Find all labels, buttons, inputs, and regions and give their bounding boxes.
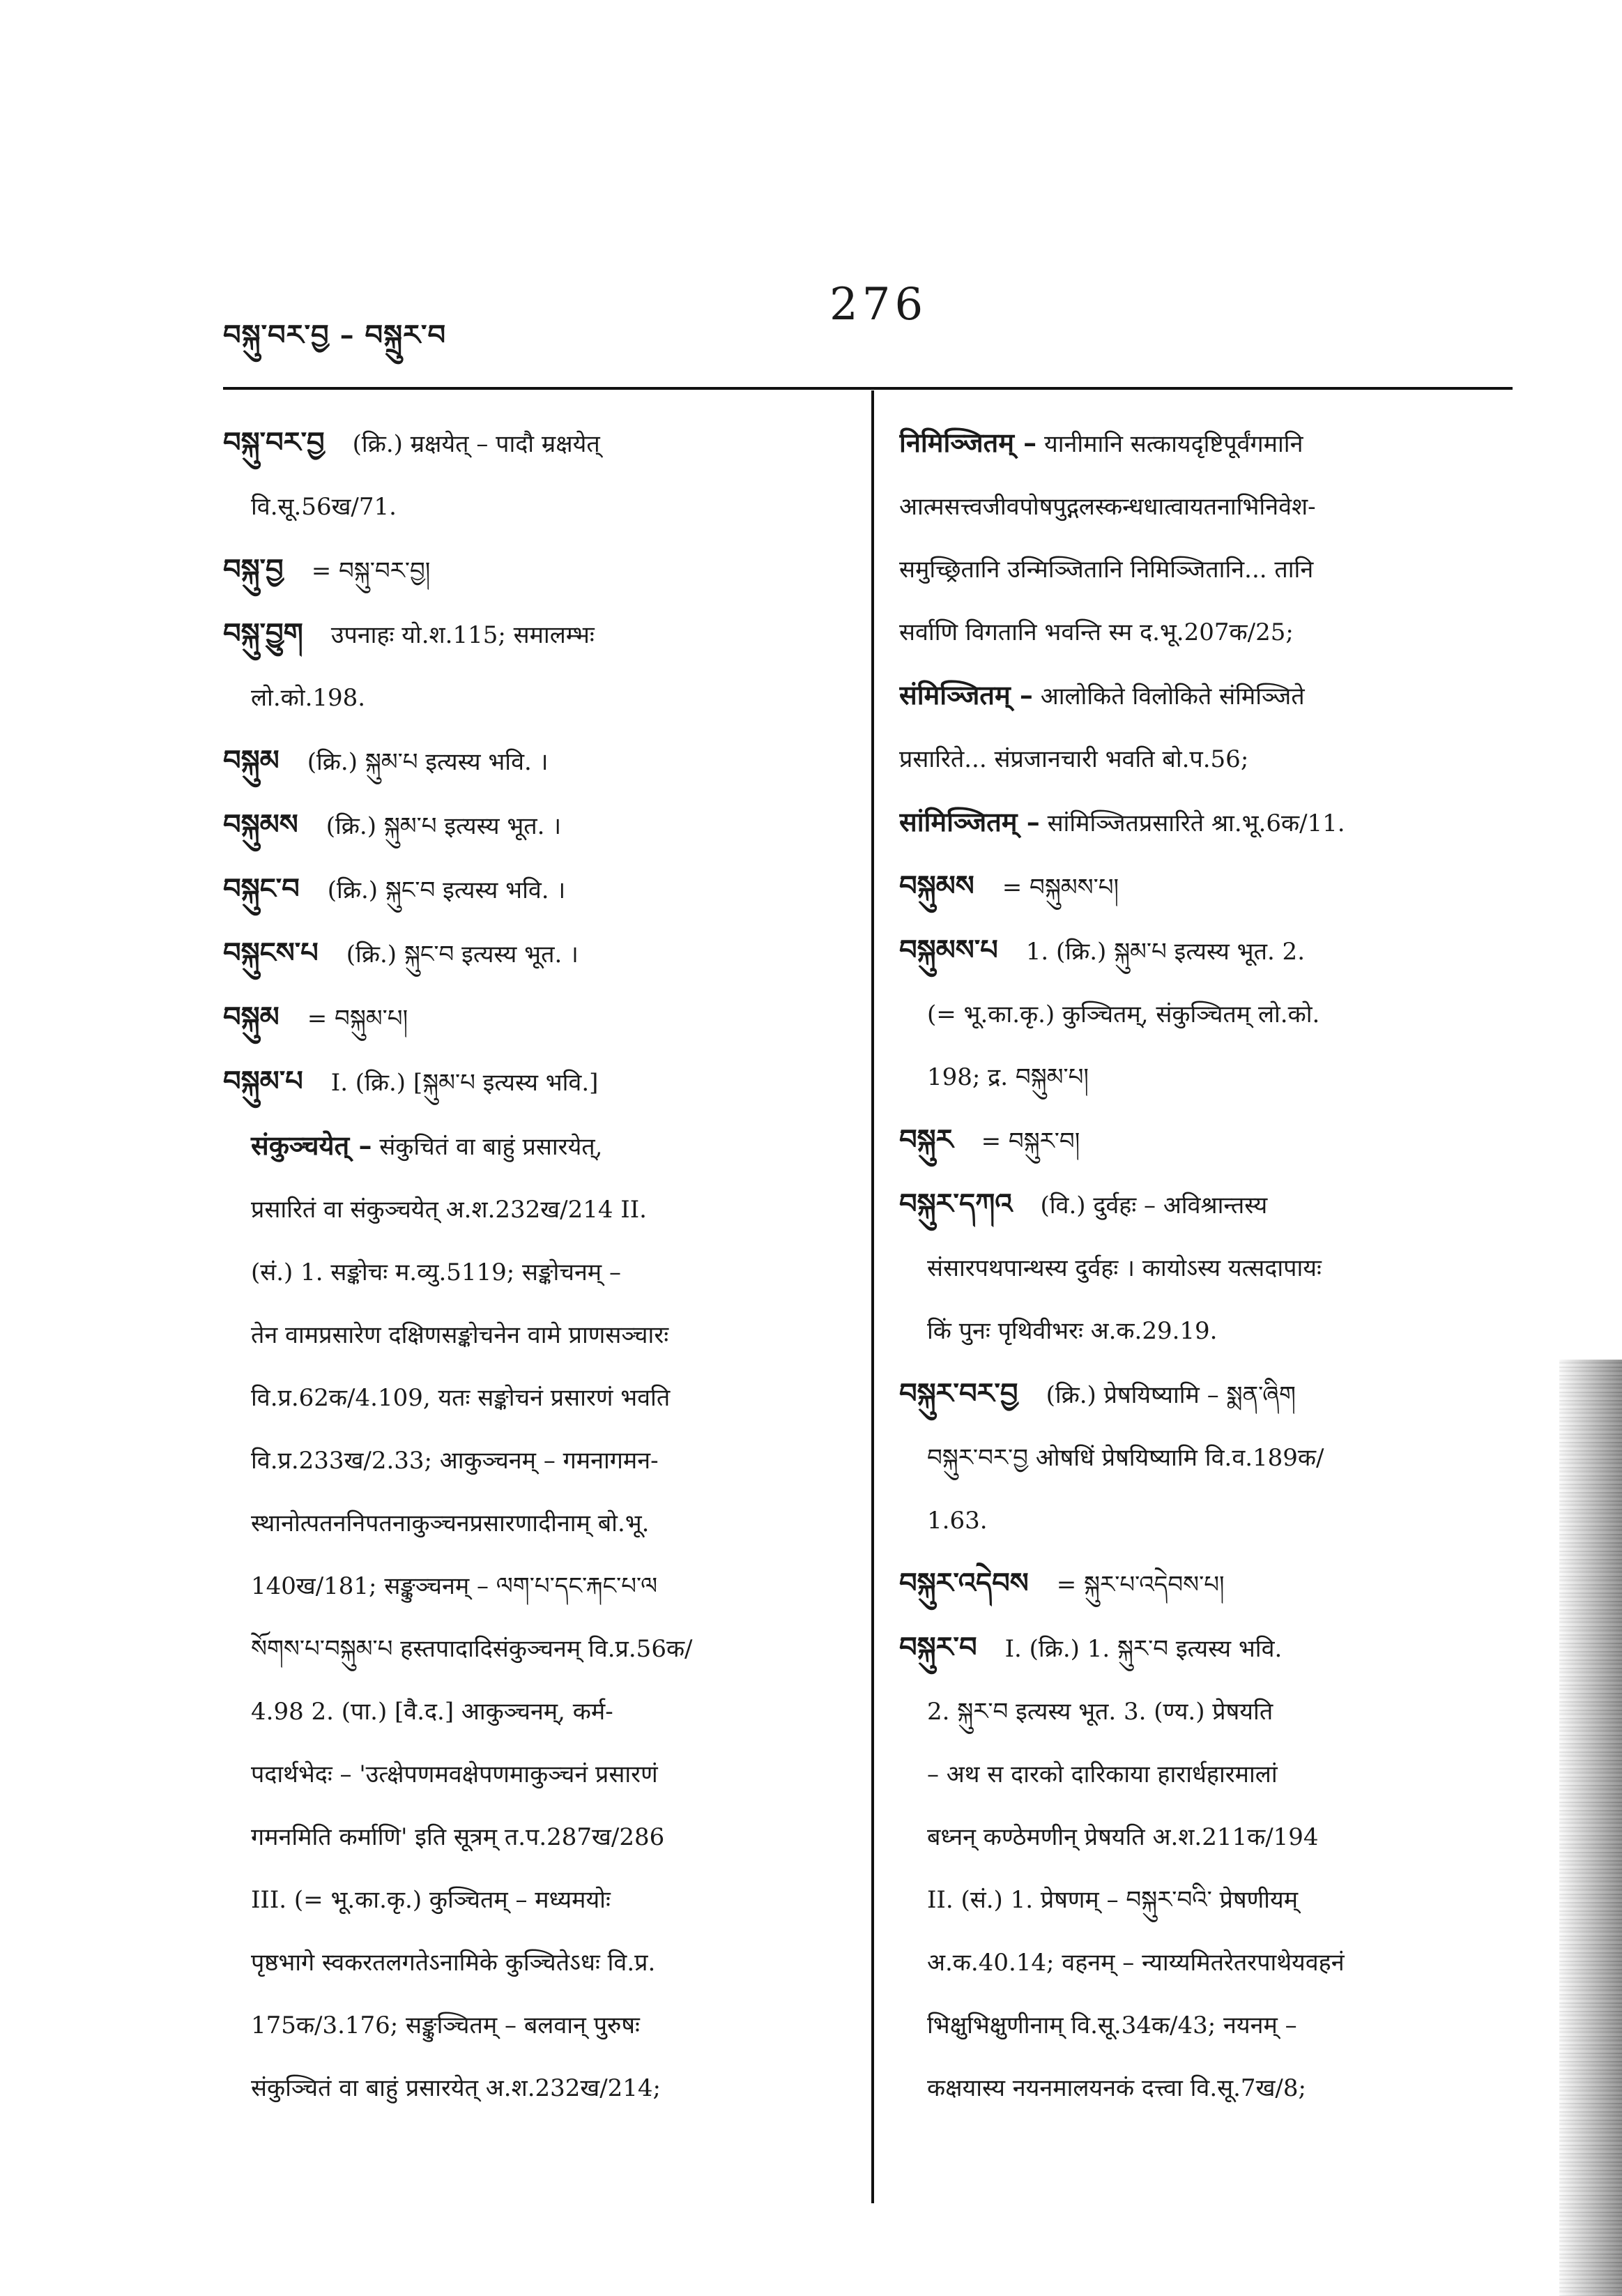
entry-line bbox=[899, 1046, 1513, 1109]
entry-line bbox=[223, 1367, 836, 1429]
headword: བསྐུམས bbox=[899, 869, 974, 902]
entry-line bbox=[223, 729, 836, 793]
sanskrit-equivalent: संकुञ्चयेत् – bbox=[251, 1130, 372, 1161]
running-head: བསྐུ་བར་བྱ – བསྐྲུར་བ bbox=[223, 319, 447, 351]
entry-text: (क्रि.) སྐུང་བ इत्यस्य भवि. । bbox=[327, 876, 566, 904]
entry-text: संकुञ्चितं वा बाहुं प्रसारयेत् अ.श.232ख/214; bbox=[251, 2074, 661, 2102]
entry-line bbox=[899, 1552, 1513, 1616]
entry-text: भिक्षुभिक्षुणीनाम् वि.सू.34क/43; नयनम् – bbox=[927, 2012, 1297, 2039]
entry-text: བསྐུར་བར་བྱ ओषधिं प्रेषयिष्यामि वि.व.189क/ bbox=[927, 1444, 1324, 1472]
entry-text: 1.63. bbox=[927, 1507, 988, 1535]
entry-text: (क्रि.) སྐུམ་པ इत्यस्य भवि. । bbox=[307, 748, 549, 776]
entry-line bbox=[223, 858, 836, 922]
entry-line bbox=[899, 1489, 1513, 1552]
entry-text: अ.क.40.14; वहनम् – न्याय्यमितरेतरपाथेयवहनं bbox=[927, 1949, 1345, 1977]
entry-text: = བསྐུམས་པ། bbox=[1002, 874, 1119, 902]
entry-text: 175क/3.176; सङ्कुञ्चितम् – बलवान् पुरुषः bbox=[251, 2012, 640, 2039]
header-rule bbox=[223, 387, 1513, 390]
entry-line bbox=[899, 1109, 1513, 1173]
headword: བསྐུར་དཀའ bbox=[899, 1187, 1013, 1220]
headword: བསྐུམ་པ bbox=[223, 1065, 303, 1097]
entry-text: आलोकिते विलोकिते संमिञ्जिते bbox=[1040, 683, 1305, 710]
headword: བསྐུམ bbox=[223, 1001, 280, 1033]
entry-line bbox=[899, 855, 1513, 919]
entry-text: समुच्छ्रितानि उन्मिञ्जितानि निमिञ्जितानि... तानि bbox=[899, 556, 1314, 584]
entry-text: I. (क्रि.) [སྐུམ་པ इत्यस्य भवि.] bbox=[330, 1069, 599, 1097]
headword: བསྐུམས་པ bbox=[899, 934, 998, 966]
headword: བསྐུངས་པ bbox=[223, 936, 319, 969]
entry-line bbox=[223, 602, 836, 667]
headword: བསྐུ་བར་བྱ bbox=[223, 426, 325, 459]
column-divider bbox=[871, 390, 874, 2203]
entry-text: गमनमिति कर्माणि' इति सूत्रम् त.प.287ख/286 bbox=[251, 1823, 665, 1851]
entry-text: སོགས་པ་བསྐུམ་པ हस्तपादादिसंकुञ्चनम् वि.प्र.56क/ bbox=[251, 1635, 693, 1663]
entry-text: संकुचितं वा बाहुं प्रसारयेत्, bbox=[379, 1133, 603, 1161]
sanskrit-equivalent: सांमिञ्जितम् – bbox=[899, 806, 1040, 837]
entry-line bbox=[223, 1806, 836, 1869]
entry-line bbox=[223, 1931, 836, 1994]
entry-line bbox=[223, 986, 836, 1050]
entry-line bbox=[223, 1555, 836, 1618]
entry-line bbox=[223, 1492, 836, 1555]
headword: བསྐུ་བྱུག bbox=[223, 617, 303, 650]
entry-text: लो.को.198. bbox=[251, 684, 366, 712]
entry-line bbox=[223, 922, 836, 986]
entry-text: = བསྐུ་བར་བྱ། bbox=[311, 557, 431, 585]
entry-text: प्रसारितं वा संकुञ्चयेत् अ.श.232ख/214 II. bbox=[251, 1196, 647, 1224]
entry-line bbox=[223, 793, 836, 858]
entry-line bbox=[223, 1114, 836, 1178]
page-header bbox=[223, 265, 1513, 363]
entry-text: (क्रि.) སྐུམ་པ इत्यस्य भूत. । bbox=[326, 812, 562, 840]
entry-line bbox=[223, 1429, 836, 1492]
entry-text: किं पुनः पृथिवीभरः अ.क.29.19. bbox=[927, 1317, 1218, 1345]
entry-line bbox=[223, 1680, 836, 1743]
entry-line bbox=[223, 1869, 836, 1931]
entry-text: = བསྐུམ་པ། bbox=[307, 1005, 408, 1033]
entry-text: (= भू.का.कृ.) कुञ्चितम्, संकुञ्चितम् लो.को. bbox=[927, 1001, 1320, 1028]
entry-line bbox=[899, 1869, 1513, 1931]
entry-text: II. (सं.) 1. प्रेषणम् – བསྐུར་བའི་ प्रेषणीयम् bbox=[927, 1886, 1299, 1914]
entry-line bbox=[899, 1806, 1513, 1869]
entry-text: वि.सू.56ख/71. bbox=[251, 493, 397, 521]
entry-text: आत्मसत्त्वजीवपोषपुद्गलस्कन्धधात्वायतनाभिनिवेश- bbox=[899, 493, 1316, 521]
entry-line bbox=[223, 1050, 836, 1114]
left-column bbox=[223, 411, 836, 2224]
entry-text: कक्षयास्य नयनमालयनकं दत्त्वा वि.सू.7ख/8; bbox=[927, 2074, 1306, 2102]
entry-text: यानीमानि सत्कायदृष्टिपूर्वंगमानि bbox=[1043, 430, 1303, 458]
entry-line bbox=[899, 664, 1513, 728]
entry-text: संसारपथपान्थस्य दुर्वहः । कायोऽस्य यत्सदापायः bbox=[927, 1254, 1322, 1282]
entry-line bbox=[899, 1994, 1513, 2057]
entry-line bbox=[223, 667, 836, 729]
entry-line bbox=[223, 1994, 836, 2057]
entry-line bbox=[899, 1362, 1513, 1427]
headword: བསྐུར་བར་བྱ bbox=[899, 1377, 1018, 1410]
scan-edge-artifact bbox=[1559, 1360, 1622, 2296]
entry-text: प्रसारिते... संप्रजानचारी भवति बो.प.56; bbox=[899, 745, 1249, 773]
entry-line bbox=[899, 1427, 1513, 1489]
entry-text: (क्रि.) སྐུང་བ इत्यस्य भूत. । bbox=[346, 941, 579, 968]
entry-line bbox=[223, 476, 836, 538]
entry-line bbox=[223, 411, 836, 476]
headword: བསྐུར་བ bbox=[899, 1631, 977, 1664]
entry-line bbox=[899, 476, 1513, 538]
entry-text: तेन वामप्रसारेण दक्षिणसङ्कोचनेन वामे प्राणसञ्चारः bbox=[251, 1321, 669, 1349]
entry-line bbox=[899, 411, 1513, 476]
entry-text: पृष्ठभागे स्वकरतलगतेऽनामिके कुञ्चितेऽधः वि.प्र. bbox=[251, 1949, 656, 1977]
entry-text: स्थानोत्पतननिपतनाकुञ्चनप्रसारणादीनाम् बो.भू. bbox=[251, 1510, 650, 1537]
entry-text: = སྐུར་པ་འདེབས་པ། bbox=[1056, 1571, 1225, 1599]
entry-text: (वि.) दुर्वहः – अविश्रान्तस्य bbox=[1040, 1192, 1268, 1219]
entry-line bbox=[899, 538, 1513, 601]
entry-line bbox=[899, 983, 1513, 1046]
headword: བསྐུང་བ bbox=[223, 872, 300, 905]
entry-text: 140ख/181; सङ्कुञ्चनम् – ལག་པ་དང་རྐང་པ་ལ bbox=[251, 1572, 658, 1600]
entry-line bbox=[899, 791, 1513, 855]
entry-text: उपनाहः यो.श.115; समालम्भः bbox=[330, 621, 595, 649]
entry-text: I. (क्रि.) 1. སྐུར་བ इत्यस्य भवि. bbox=[1004, 1635, 1283, 1663]
entry-text: – अथ स दारको दारिकाया हारार्धहारमालां bbox=[927, 1761, 1278, 1788]
entry-text: 198; द्र. བསྐུམ་པ། bbox=[927, 1063, 1089, 1091]
entry-line bbox=[899, 2057, 1513, 2120]
entry-text: 2. སྐུར་བ इत्यस्य भूत. 3. (ण्य.) प्रेषयति bbox=[927, 1698, 1273, 1726]
entry-text: सर्वाणि विगतानि भवन्ति स्म द.भू.207क/25; bbox=[899, 618, 1294, 646]
headword: བསྐུར་འདེབས bbox=[899, 1567, 1029, 1599]
entry-line bbox=[899, 1616, 1513, 1680]
headword: བསྐུར bbox=[899, 1123, 954, 1156]
headword: བསྐུམས bbox=[223, 808, 298, 841]
right-column bbox=[899, 411, 1513, 2224]
entry-text: वि.प्र.62क/4.109, यतः सङ्कोचनं प्रसारणं भवति bbox=[251, 1384, 671, 1412]
sanskrit-equivalent: संमिञ्जितम् – bbox=[899, 679, 1033, 710]
entry-line bbox=[223, 2057, 836, 2120]
entry-text: (क्रि.) म्रक्षयेत् – पादौ म्रक्षयेत् bbox=[352, 430, 600, 458]
entry-text: = བསྐུར་བ། bbox=[981, 1127, 1080, 1155]
entry-text: 4.98 2. (पा.) [वै.द.] आकुञ्चनम्, कर्म- bbox=[251, 1698, 613, 1726]
entry-line bbox=[899, 728, 1513, 791]
entry-line bbox=[899, 1300, 1513, 1362]
entry-text: बध्नन् कण्ठेमणीन् प्रेषयति अ.श.211क/194 bbox=[927, 1823, 1319, 1851]
entry-line bbox=[899, 919, 1513, 983]
page-number: 276 bbox=[829, 279, 928, 330]
entry-line bbox=[223, 1618, 836, 1680]
entry-text: III. (= भू.का.कृ.) कुञ्चितम् – मध्यमयोः bbox=[251, 1886, 611, 1914]
entry-text: वि.प्र.233ख/2.33; आकुञ्चनम् – गमनागमन- bbox=[251, 1447, 659, 1475]
entry-line bbox=[899, 1743, 1513, 1806]
entry-line bbox=[899, 1173, 1513, 1237]
entry-line bbox=[223, 1178, 836, 1241]
sanskrit-equivalent: निमिञ्जितम् – bbox=[899, 427, 1037, 458]
entry-text: (क्रि.) प्रेषयिष्यामि – སྨན་ཞིག bbox=[1046, 1381, 1296, 1409]
entry-line bbox=[899, 601, 1513, 664]
entry-line bbox=[223, 1304, 836, 1367]
headword: བསྐུ་བྱ bbox=[223, 553, 284, 586]
entry-text: पदार्थभेदः – 'उत्क्षेपणमवक्षेपणमाकुञ्चनं प्रसारणं bbox=[251, 1761, 658, 1788]
entry-text: सांमिञ्जितप्रसारिते श्रा.भू.6क/11. bbox=[1047, 809, 1345, 837]
entry-line bbox=[899, 1680, 1513, 1743]
entry-text: 1. (क्रि.) སྐུམ་པ इत्यस्य भूत. 2. bbox=[1025, 938, 1305, 966]
entry-line bbox=[899, 1931, 1513, 1994]
entry-line bbox=[899, 1237, 1513, 1300]
entry-line bbox=[223, 1241, 836, 1304]
entry-text: (सं.) 1. सङ्कोचः म.व्यु.5119; सङ्कोचनम् – bbox=[251, 1259, 621, 1286]
headword: བསྐུམ bbox=[223, 744, 280, 777]
entry-line bbox=[223, 1743, 836, 1806]
entry-line bbox=[223, 538, 836, 602]
